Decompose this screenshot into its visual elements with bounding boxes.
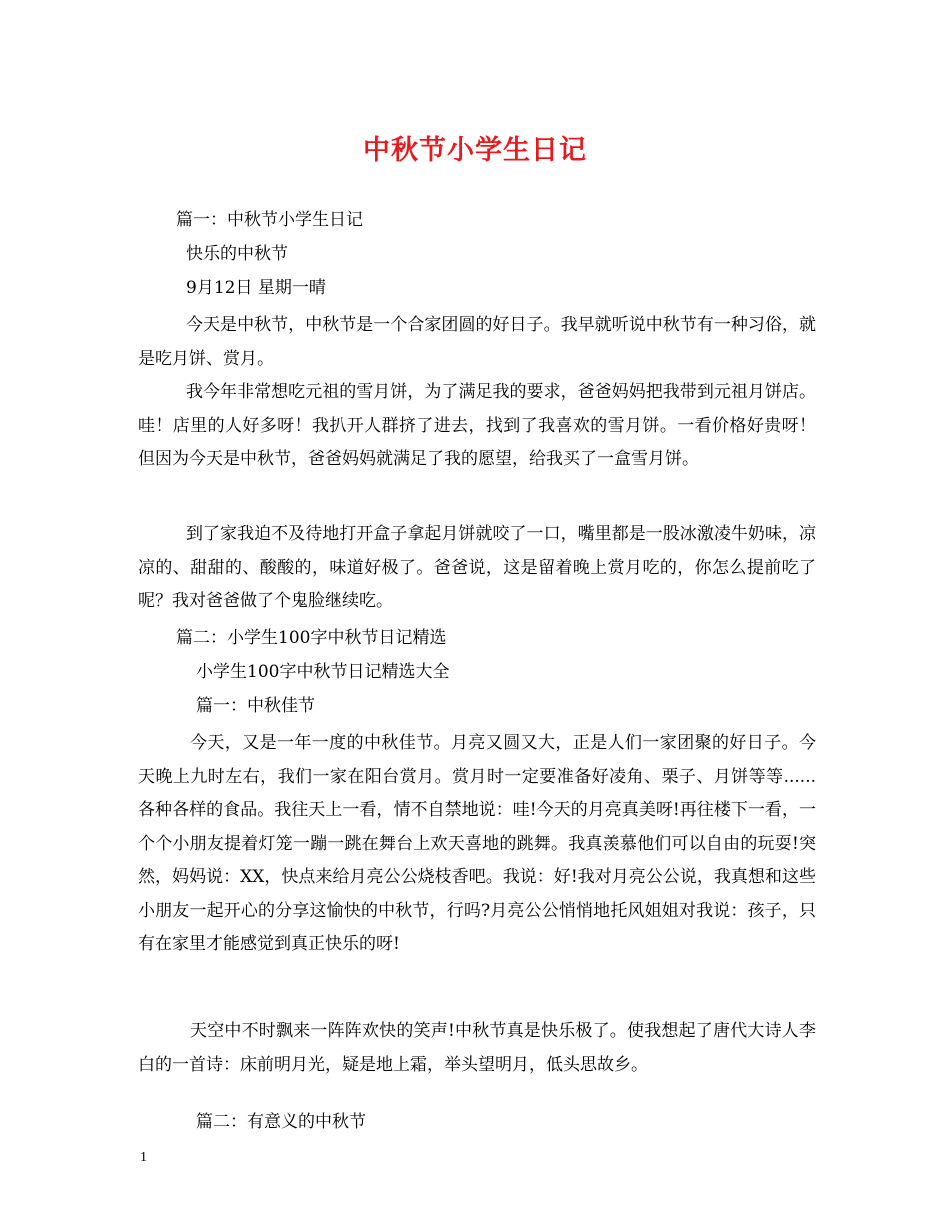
paragraph: 到了家我迫不及待地打开盒子拿起月饼就咬了一口，嘴里都是一股冰激凌牛奶味，凉凉的、甜甜的、酸酸的，味道好极了。爸爸说，这是留着晚上赏月吃的，你怎么提前吃了呢？我对爸爸做了个鬼脸继续吃。 xyxy=(138,524,816,611)
paragraph: 今天，又是一年一度的中秋佳节。月亮又圆又大，正是人们一家团聚的好日子。今天晚上九时左右，我们一家在阳台赏月。赏月时一定要准备好凌角、栗子、月饼等等......各种各样的食品。我往天上一看，情不自禁地说：哇!今天的月亮真美呀!再往楼下一看，一个个小朋友提着灯笼一蹦一跳在舞台上欢天喜地的跳舞。我真羡慕他们可以自由的玩耍!突然，妈妈说：XX，快点来给月亮公公烧枝香吧。我说：好!我对月亮公公说，我真想和这些小朋友一起开心的分享这愉快的中秋节，行吗?月亮公公悄悄地托风姐姐对我说：孩子，只有在家里才能感觉到真正快乐的呀! xyxy=(138,733,816,954)
paragraph: 天空中不时飘来一阵阵欢快的笑声!中秋节真是快乐极了。使我想起了唐代大诗人李白的一首诗：床前明月光，疑是地上霜，举头望明月，低头思故乡。 xyxy=(138,1021,816,1075)
subsection-heading: 篇一：中秋佳节 xyxy=(196,696,315,716)
subsection-heading: 篇二：有意义的中秋节 xyxy=(196,1112,366,1132)
section-heading: 篇二：小学生100字中秋节日记精选 xyxy=(176,628,447,648)
page-number: 1 xyxy=(140,1150,147,1165)
paragraph: 我今年非常想吃元祖的雪月饼，为了满足我的要求，爸爸妈妈把我带到元祖月饼店。哇！店里的人好多呀！我扒开人群挤了进去，找到了我喜欢的雪月饼。一看价格好贵呀！但因为今天是中秋节，爸爸妈妈就满足了我的愿望，给我买了一盒雪月饼。 xyxy=(138,382,816,469)
document-title: 中秋节小学生日记 xyxy=(363,135,587,166)
section-subtitle: 快乐的中秋节 xyxy=(186,244,288,264)
diary-date: 9月12日 星期一晴 xyxy=(186,278,326,298)
section-heading: 篇一：中秋节小学生日记 xyxy=(176,210,363,230)
section-subtitle: 小学生100字中秋节日记精选大全 xyxy=(196,662,450,682)
paragraph: 今天是中秋节，中秋节是一个合家团圆的好日子。我早就听说中秋节有一种习俗，就是吃月饼、赏月。 xyxy=(138,315,816,369)
